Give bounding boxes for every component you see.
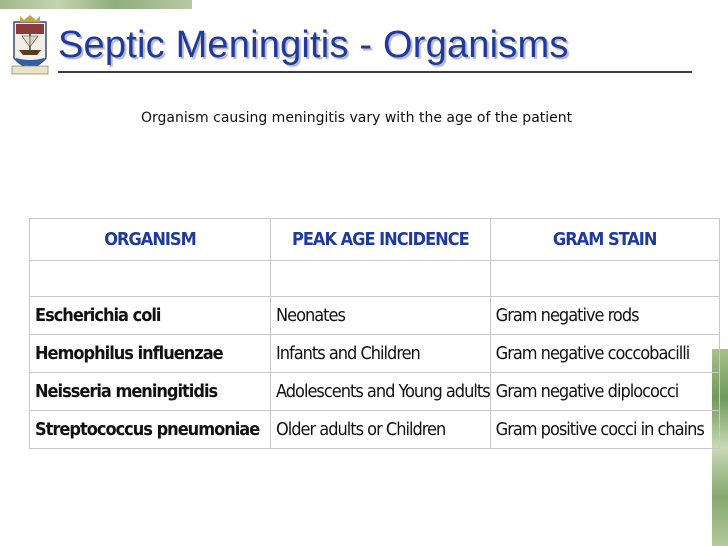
table-cell — [30, 261, 271, 297]
peak-age-cell: Adolescents and Young adults — [271, 373, 491, 411]
organism-cell: Neisseria meningitidis — [30, 373, 271, 411]
table-row — [30, 411, 720, 449]
gram-stain-cell: Gram negative diplococci — [490, 373, 719, 411]
title-underline — [58, 71, 692, 73]
organism-cell: Streptococcus pneumoniae — [30, 411, 271, 449]
column-header-organism: ORGANISM — [30, 219, 271, 261]
column-header-gram-stain: GRAM STAIN — [490, 219, 719, 261]
slide-title: Septic Meningitis - Organisms — [58, 24, 569, 66]
table-cell — [271, 261, 491, 297]
decorative-top-strip — [0, 0, 192, 9]
slide-subtitle: Organism causing meningitis vary with the age of the patient — [141, 110, 573, 126]
gram-stain-cell: Gram negative coccobacilli — [490, 335, 719, 373]
peak-age-cell: Older adults or Children — [271, 411, 491, 449]
peak-age-cell: Infants and Children — [271, 335, 491, 373]
organisms-table — [29, 218, 720, 449]
gram-stain-cell: Gram negative rods — [490, 297, 719, 335]
peak-age-cell: Neonates — [271, 297, 491, 335]
table-row — [30, 297, 720, 335]
table-header-row — [30, 219, 720, 261]
table-row — [30, 373, 720, 411]
gram-stain-cell: Gram positive cocci in chains — [490, 411, 719, 449]
table-cell — [490, 261, 719, 297]
table-row — [30, 335, 720, 373]
column-header-peak-age-incidence: PEAK AGE INCIDENCE — [271, 219, 491, 261]
university-crest-ship-icon — [10, 14, 50, 80]
organism-cell: Hemophilus influenzae — [30, 335, 271, 373]
table-empty-row — [30, 261, 720, 297]
organism-cell: Escherichia coli — [30, 297, 271, 335]
